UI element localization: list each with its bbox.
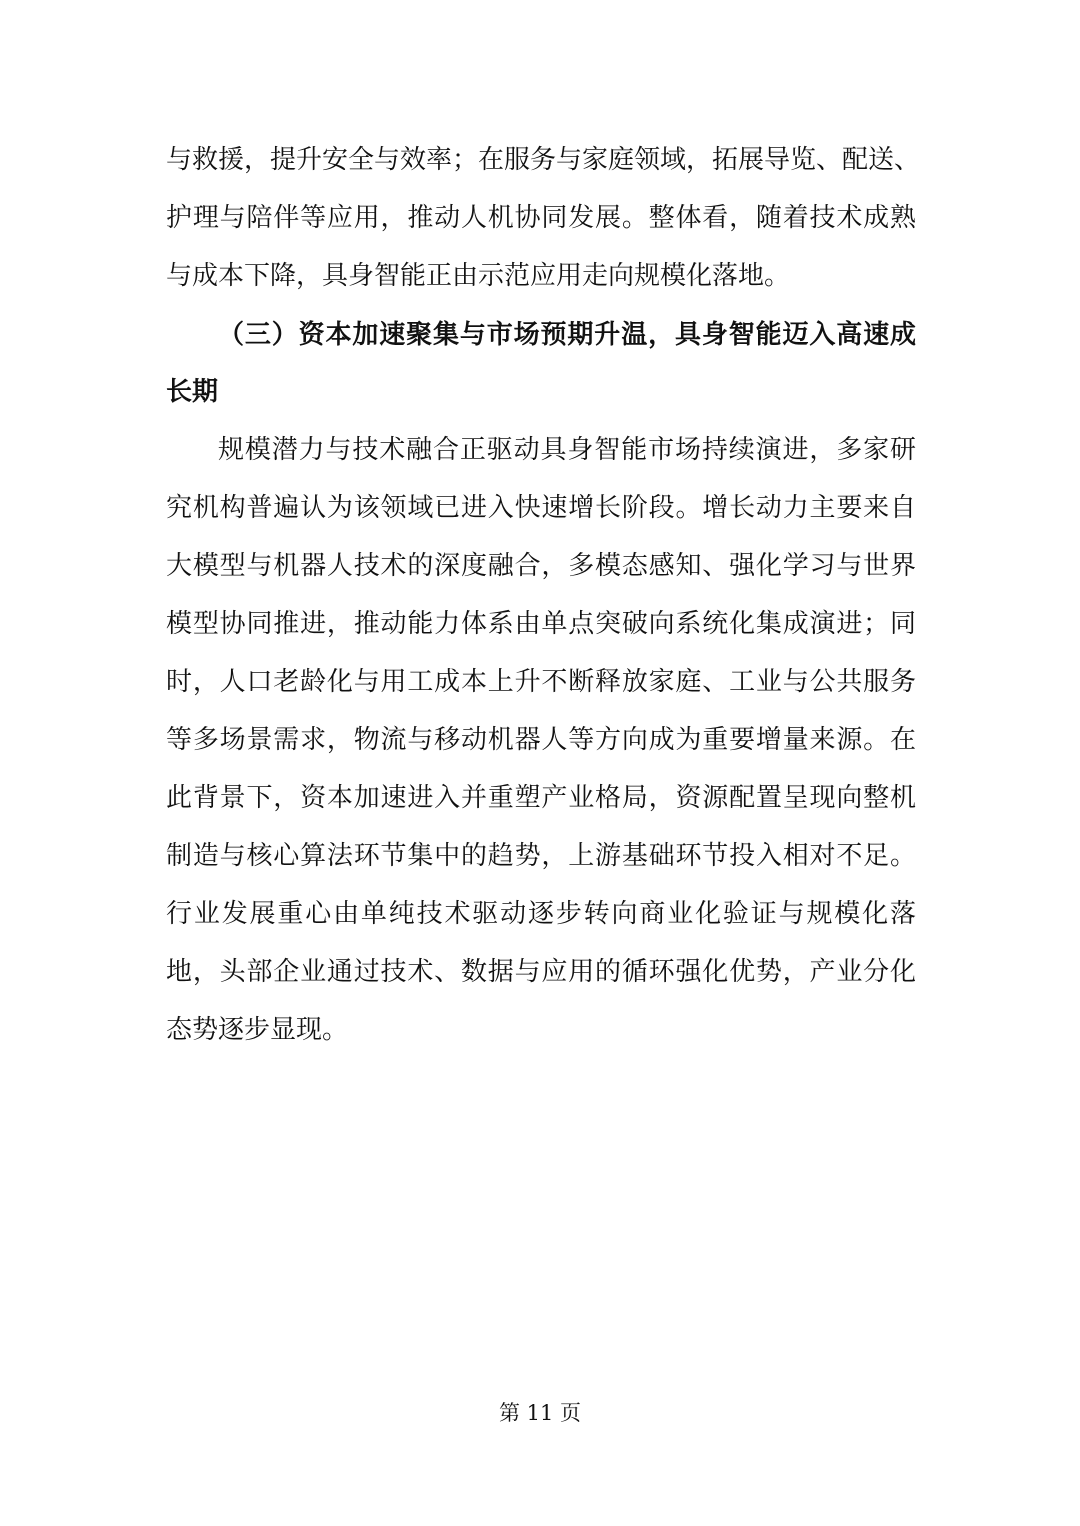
paragraph-line: 大模型与机器人技术的深度融合，多模态感知、强化学习与世界 — [166, 551, 916, 581]
paragraph-line: 行业发展重心由单纯技术驱动逐步转向商业化验证与规模化落 — [166, 899, 916, 929]
section-heading: （三）资本加速聚集与市场预期升温，具身智能迈入高速成 — [218, 320, 916, 350]
paragraph-line: 时，人口老龄化与用工成本上升不断释放家庭、工业与公共服务 — [166, 667, 916, 697]
paragraph-line: 模型协同推进，推动能力体系由单点突破向系统化集成演进；同 — [166, 609, 916, 639]
paragraph-line: 制造与核心算法环节集中的趋势，上游基础环节投入相对不足。 — [166, 841, 916, 871]
paragraph-line: 此背景下，资本加速进入并重塑产业格局，资源配置呈现向整机 — [166, 783, 916, 813]
paragraph-line: 究机构普遍认为该领域已进入快速增长阶段。增长动力主要来自 — [166, 493, 916, 523]
paragraph-line: 态势逐步显现。 — [166, 1015, 349, 1045]
paragraph-line: 与救援，提升安全与效率；在服务与家庭领域，拓展导览、配送、 — [166, 145, 921, 175]
paragraph-line: 规模潜力与技术融合正驱动具身智能市场持续演进，多家研 — [218, 435, 916, 465]
paragraph-line: 等多场景需求，物流与移动机器人等方向成为重要增量来源。在 — [166, 725, 916, 755]
paragraph-line: 地，头部企业通过技术、数据与应用的循环强化优势，产业分化 — [166, 957, 916, 987]
paragraph-line: 护理与陪伴等应用，推动人机协同发展。整体看，随着技术成熟 — [166, 203, 916, 233]
section-heading: 长期 — [166, 377, 219, 407]
paragraph-line: 与成本下降，具身智能正由示范应用走向规模化落地。 — [166, 261, 791, 291]
page-number: 第 11 页 — [498, 1401, 582, 1425]
